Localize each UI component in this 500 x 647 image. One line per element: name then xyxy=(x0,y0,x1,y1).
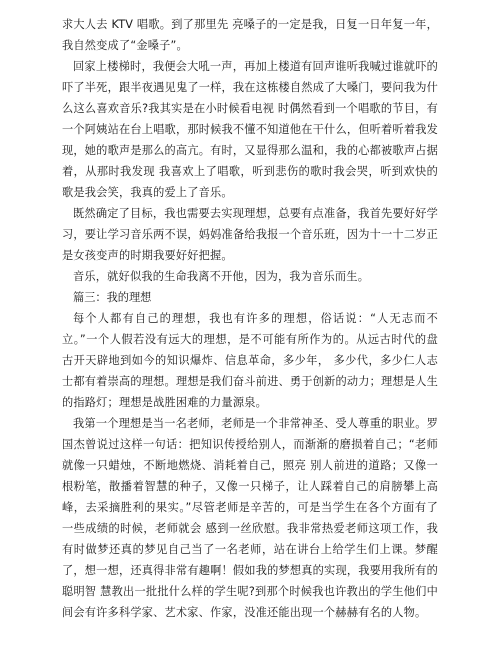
paragraph-3: 既然确定了目标，我也需要去实现理想，总要有点准备，我首先要好好学习，要让学习音乐两不误，妈妈准备给我报一个音乐班，因为十一十二岁正是女孩变声的时期我要好好把握。 xyxy=(62,207,438,262)
paragraph-5: 每个人都有自己的理想，我也有许多的理想，俗话说：“人无志而不立。”一个人假若没有远大的理想，是不可能有所作为的。从远古时代的盘古开天辟地到如今的知识爆炸、信息革命，多少年， 多少代，多少仁人志士都有着崇高的理想。理想是我们奋斗前进、勇于创新的动力；理想是人生的指路灯；理想是战胜困难的力量源泉。 xyxy=(62,312,438,409)
paragraph-6: 我第一个理想是当一名老师，老师是一个非常神圣、受人尊重的职业。罗国杰曾说过这样一句话：把知识传授给别人，而渐渐的磨损着自己；“老师就像一只蜡烛，不断地燃烧、消耗着自己，照亮 别人前进的道路；又像一根粉笔，散播着智慧的种子，又像一只梯子，让人踩着自己的肩膀攀上高峰，去采摘胜利的果实。”尽管老师是辛苦的，可是当学生在各个方面有了一些成绩的时候，老师就会 感到一丝欣慰。我非常热爱老师这项工作，我有时做梦还真的梦见自己当了一名老师，站在讲台上给学生们上课。梦醒了，想一想，还真得非常有趣啊！假如我的梦想真的实现，我要用我所有的聪明智 慧教出一批批什么样的学生呢?到那个时候我也许教出的学生他们中间会有许多科学家、艺术家、作家，没准还能出现一个赫赫有名的人物。 xyxy=(62,417,438,619)
document-page xyxy=(62,14,438,623)
section-heading: 篇三：我的理想 xyxy=(73,291,152,304)
paragraph-2: 回家上楼梯时，我便会大吼一声，再加上楼道有回声谁听我喊过谁就吓的吓了半死，跟半夜遇见鬼了一样，我在这栋楼自然成了大嗓门，要问我为什么这么喜欢音乐?我其实是在小时候看电视 时偶然看到一个唱歌的节目，有一个阿姨站在台上唱歌，那时候我不懂不知道他在干什么，但听着听着我发现，她的歌声是那么的高亢。有时，又显得那么温和，我的心都被歌声占据着，从那时我发现 我喜欢上了唱歌，听到悲伤的歌时我会哭，听到欢快的歌是我会笑，我真的爱上了音乐。 xyxy=(62,60,438,199)
paragraph-1: 求大人去 KTV 唱歌。到了那里先 亮嗓子的一定是我，日复一日年复一年，我自然变成了“金嗓子”。 xyxy=(62,18,438,52)
paragraph-4: 音乐，就好似我的生命我离不开他，因为，我为音乐而生。 xyxy=(73,270,370,283)
